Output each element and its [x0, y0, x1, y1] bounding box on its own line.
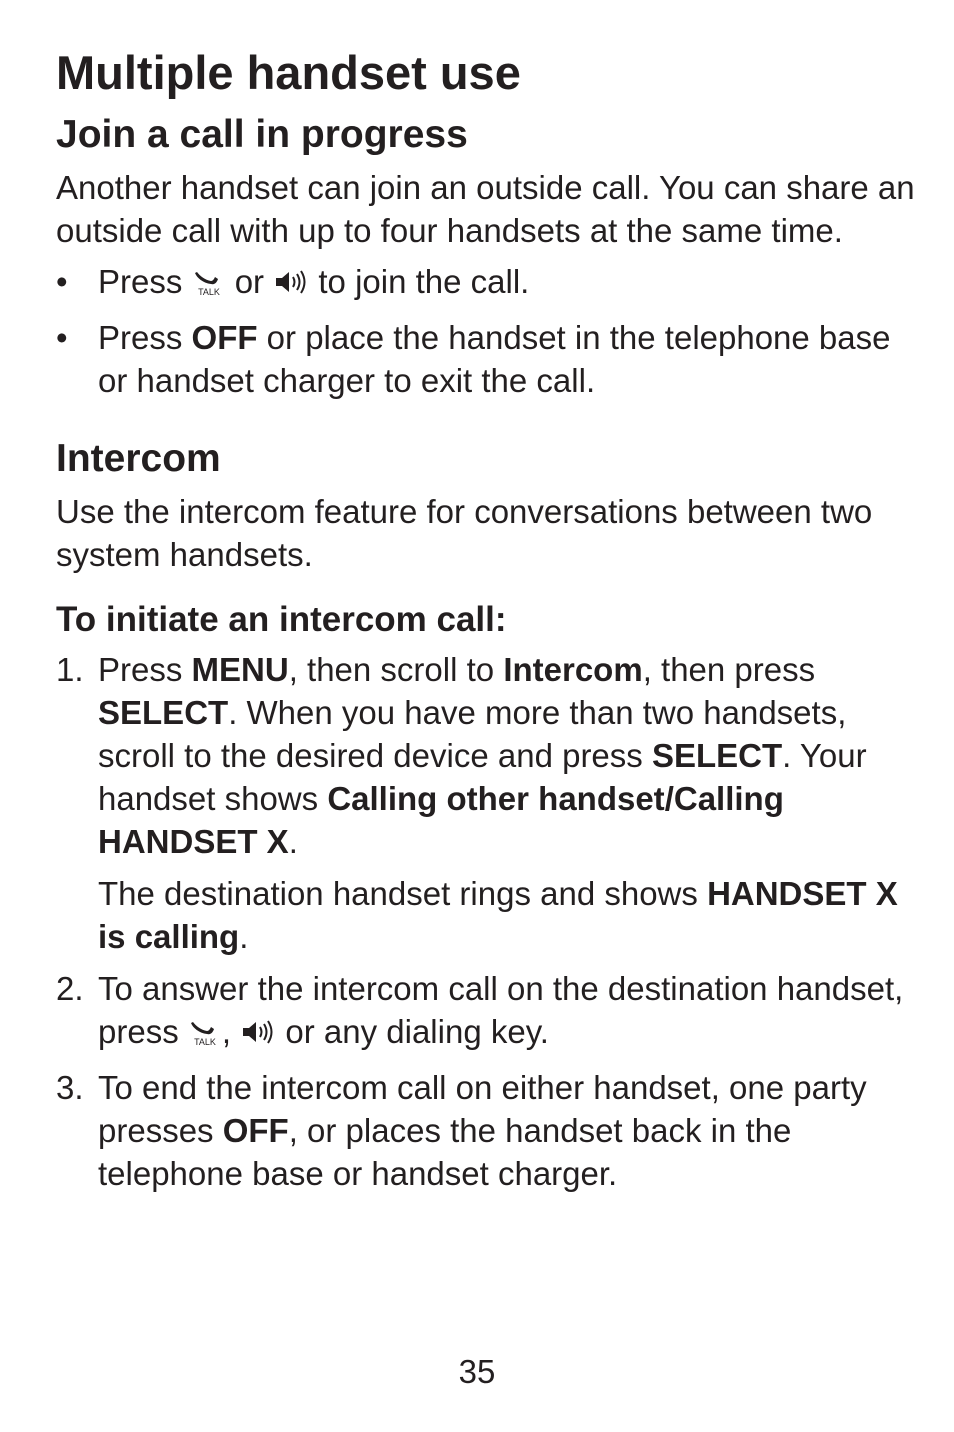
select-key-label: SELECT — [651, 737, 783, 774]
step-number: 1. — [56, 651, 84, 688]
manual-page — [56, 44, 916, 1204]
speaker-icon — [273, 264, 309, 307]
screen-message: HANDSET X is calling — [98, 875, 898, 955]
intercom-step-1-note: The destination handset rings and shows HANDSET X is calling. — [98, 875, 898, 955]
intercom-menu-label: Intercom — [503, 651, 643, 688]
bullet-mark: • — [56, 319, 68, 356]
section-heading-intercom: Intercom — [56, 437, 221, 480]
intercom-step-1: 1. Press MENU, then scroll to Intercom, then press SELECT. When you have more than two handsets, scroll to the desired device and press SELECT. Your handset shows Calling other handset/Calling HANDSET X. The destination handset rings and shows HANDSET X is calling. — [56, 648, 916, 958]
join-intro-text: Another handset can join an outside call. You can share an outside call with up to four handsets at the same time. — [56, 169, 915, 249]
screen-message: Calling other handset — [327, 780, 665, 817]
screen-message: Calling HANDSET X — [98, 780, 784, 860]
speaker-icon — [240, 1014, 276, 1057]
menu-key-label: MENU — [191, 651, 289, 688]
svg-text:TALK: TALK — [197, 287, 220, 297]
section-heading-join: Join a call in progress — [56, 113, 468, 156]
join-bullet-list — [56, 260, 916, 402]
subheading-initiate-intercom: To initiate an intercom call: — [56, 600, 507, 639]
talk-icon — [192, 264, 226, 307]
select-key-label: SELECT — [98, 694, 229, 731]
svg-text:TALK: TALK — [193, 1037, 216, 1047]
intercom-step-3: 3. To end the intercom call on either handset, one party presses OFF, or places the handset back in the telephone base or handset charger. — [56, 1066, 916, 1195]
step-number: 2. — [56, 970, 84, 1007]
intercom-steps-list — [56, 648, 916, 1195]
off-key-label: OFF — [222, 1112, 289, 1149]
step-number: 3. — [56, 1069, 84, 1106]
bullet-mark: • — [56, 263, 68, 300]
talk-icon — [188, 1014, 222, 1057]
page-title: Multiple handset use — [56, 46, 521, 99]
intercom-step-2: 2. To answer the intercom call on the destination handset, press TALK , or any dialing key. — [56, 967, 916, 1057]
off-key-label: OFF — [191, 319, 258, 356]
intercom-description: Use the intercom feature for conversations between two system handsets. — [56, 493, 873, 573]
join-bullet-off: • Press OFF or place the handset in the telephone base or handset charger to exit the call. — [56, 316, 916, 402]
page-number: 35 — [458, 1353, 496, 1390]
join-bullet-talk: • Press TALK or to join the call. — [56, 260, 916, 307]
